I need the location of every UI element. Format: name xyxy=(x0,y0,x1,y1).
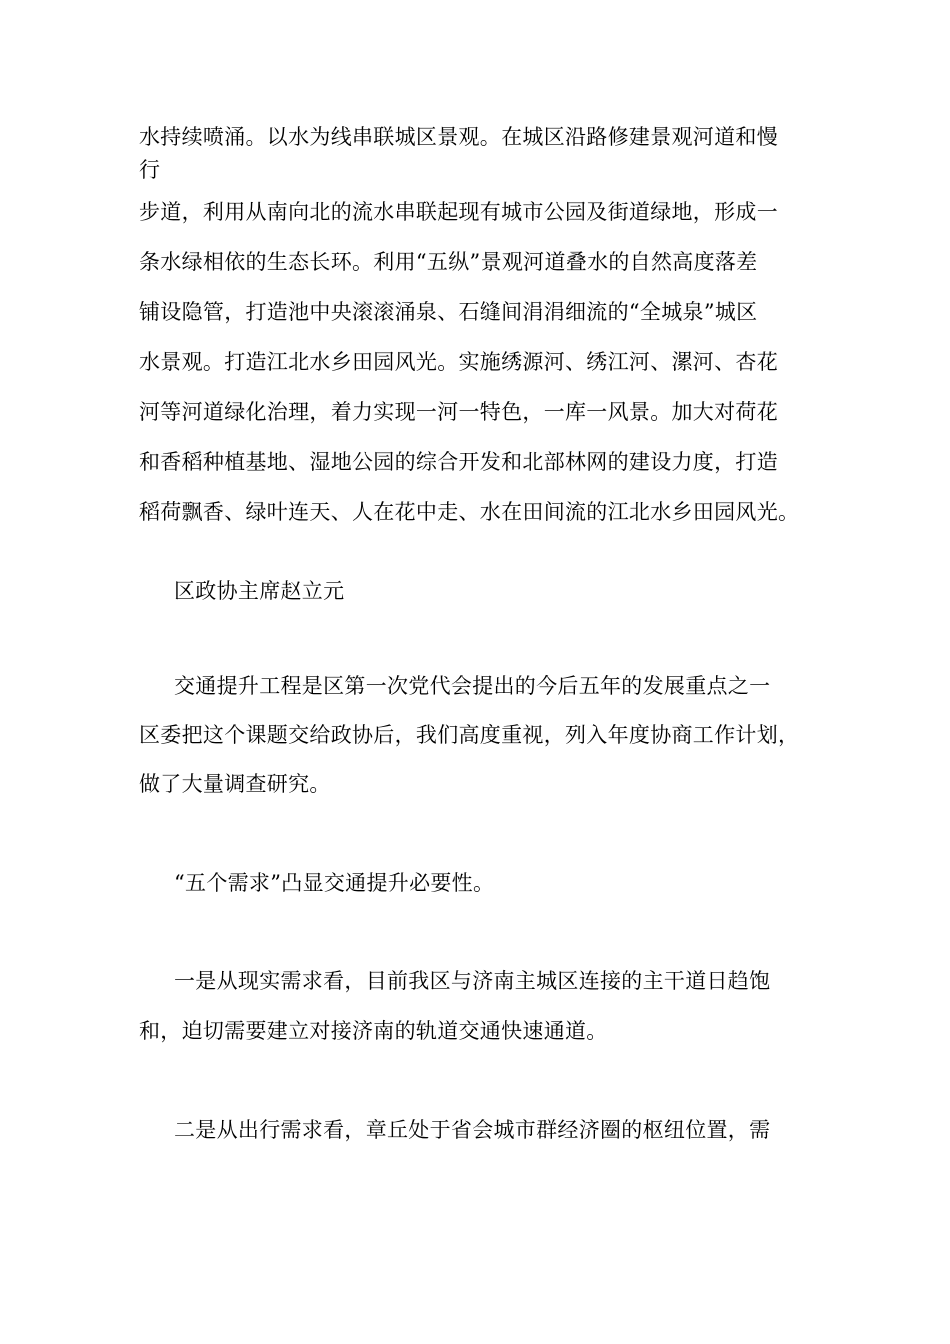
paragraph-line: 交通提升工程是区第一次党代会提出的今后五年的发展重点之一 xyxy=(174,674,771,698)
paragraph-line: 行 xyxy=(139,158,161,182)
speaker-name: 区政协主席赵立元 xyxy=(174,579,345,603)
paragraph-line: 步道，利用从南向北的流水串联起现有城市公园及街道绿地，形成一 xyxy=(139,200,778,224)
paragraph-line: 稻荷飘香、绿叶连天、人在花中走、水在田间流的江北水乡田园风光。 xyxy=(139,500,800,524)
paragraph-line: 区委把这个课题交给政协后，我们高度重视，列入年度协商工作计划， xyxy=(139,723,800,747)
paragraph-line: 和，迫切需要建立对接济南的轨道交通快速通道。 xyxy=(139,1019,608,1043)
paragraph-line: 二是从出行需求看，章丘处于省会城市群经济圈的枢纽位置，需 xyxy=(174,1118,771,1142)
paragraph-line: 条水绿相依的生态长环。利用“五纵”景观河道叠水的自然高度落差 xyxy=(139,250,758,274)
paragraph-line: 和香稻种植基地、湿地公园的综合开发和北部林网的建设力度，打造 xyxy=(139,450,778,474)
paragraph-line: 河等河道绿化治理，着力实现一河一特色，一库一风景。加大对荷花 xyxy=(139,400,778,424)
paragraph-line: 铺设隐管，打造池中央滚滚涌泉、石缝间涓涓细流的“全城泉”城区 xyxy=(139,300,758,324)
section-heading: “五个需求”凸显交通提升必要性。 xyxy=(174,871,495,895)
paragraph-line: 一是从现实需求看，目前我区与济南主城区连接的主干道日趋饱 xyxy=(174,969,771,993)
paragraph-line: 做了大量调查研究。 xyxy=(139,772,331,796)
paragraph-line: 水景观。打造江北水乡田园风光。实施绣源河、绣江河、漯河、杏花 xyxy=(139,350,778,374)
paragraph-line: 水持续喷涌。以水为线串联城区景观。在城区沿路修建景观河道和慢 xyxy=(139,125,778,149)
